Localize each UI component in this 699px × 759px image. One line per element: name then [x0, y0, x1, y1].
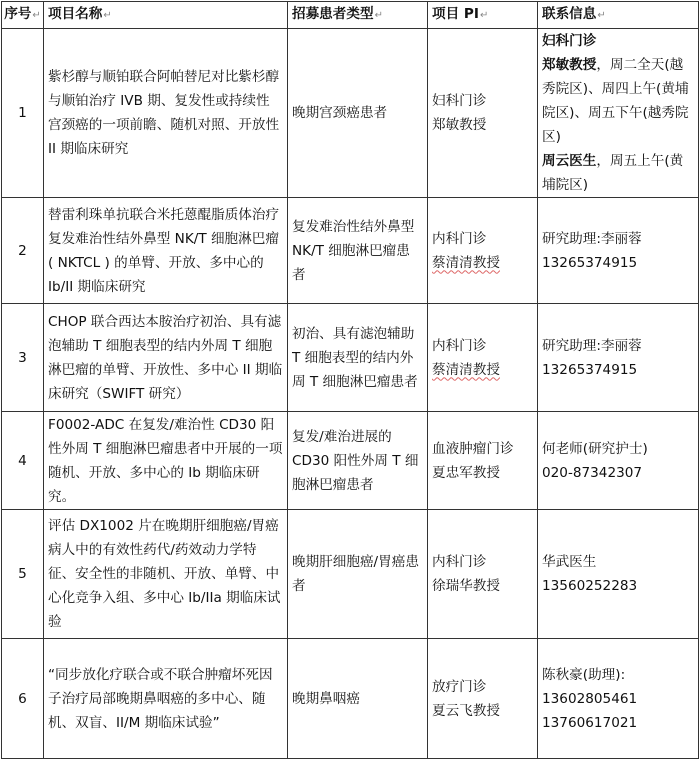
- project-pi: [428, 304, 538, 412]
- contact-info: [538, 304, 699, 412]
- project-name: F0002-ADC 在复发/难治性 CD30 阳性外周 T 细胞淋巴瘤患者中开展的一项随机、开放、多中心的 Ib 期临床研究。: [44, 412, 288, 510]
- contact-line: 研究助理:李丽蓉: [542, 230, 642, 247]
- table-row: [2, 510, 699, 639]
- contact-line: [542, 53, 694, 149]
- contact-info: [538, 198, 699, 304]
- contact-line: 陈秋豪(助理):: [542, 666, 626, 683]
- contact-info: [538, 412, 699, 510]
- pi-name: 蔡清清教授: [432, 254, 500, 271]
- pi-department: 妇科门诊: [432, 93, 487, 109]
- clinical-trials-table: [1, 1, 699, 759]
- pi-name: 夏云飞教授: [432, 702, 500, 719]
- contact-line: 何老师(研究护士): [542, 440, 648, 457]
- project-name: 紫杉醇与顺铂联合阿帕替尼对比紫杉醇与顺铂治疗 IVB 期、复发性或持续性宫颈癌的一项前瞻、随机对照、开放性 II 期临床研究: [44, 29, 288, 198]
- contact-phone: 13760617021: [542, 714, 638, 731]
- contact-doctor: 周云医生: [542, 153, 597, 169]
- table-row: [2, 304, 699, 412]
- contact-phone: 13560252283: [542, 578, 638, 594]
- contact-phone: 13265374915: [542, 361, 638, 378]
- table-row: [2, 639, 699, 759]
- row-number: 1: [2, 29, 44, 198]
- header-pi: 项目 PI↵: [428, 2, 538, 29]
- patient-type: 复发/难治进展的 CD30 阳性外周 T 细胞淋巴瘤患者: [288, 412, 428, 510]
- pi-department: 内科门诊: [432, 337, 487, 354]
- pi-department: 内科门诊: [432, 230, 487, 247]
- row-number: 6: [2, 639, 44, 759]
- project-name: “同步放化疗联合或不联合肿瘤坏死因子治疗局部晚期鼻咽癌的多中心、随机、双盲、II/M 期临床试验”: [44, 639, 288, 759]
- contact-title: 妇科门诊: [542, 33, 597, 49]
- project-pi: [428, 510, 538, 639]
- contact-phone: 13265374915: [542, 254, 638, 271]
- project-name: 替雷利珠单抗联合米托蒽醌脂质体治疗复发难治性结外鼻型 NK/T 细胞淋巴瘤 ( NKTCL ) 的单臂、开放、多中心的 Ib/II 期临床研究: [44, 198, 288, 304]
- patient-type: 初治、具有滤泡辅助 T 细胞表型的结内外周 T 细胞淋巴瘤患者: [288, 304, 428, 412]
- contact-schedule: ，周五上午(黄埔院区): [542, 153, 684, 193]
- contact-schedule: ，周二全天(越秀院区)、周四上午(黄埔院区)、周五下午(越秀院区): [542, 57, 689, 145]
- header-contact: 联系信息↵: [538, 2, 699, 29]
- project-pi: [428, 639, 538, 759]
- pi-name: 夏忠军教授: [432, 464, 500, 481]
- table-row: [2, 412, 699, 510]
- table-row: [2, 198, 699, 304]
- row-number: 5: [2, 510, 44, 639]
- table-header-row: [2, 2, 699, 29]
- pi-department: 血液肿瘤门诊: [432, 440, 514, 457]
- pi-department: 内科门诊: [432, 554, 487, 570]
- row-number: 3: [2, 304, 44, 412]
- contact-doctor: 郑敏教授: [542, 57, 597, 73]
- patient-type: 晚期肝细胞癌/胃癌患者: [288, 510, 428, 639]
- pi-department: 放疗门诊: [432, 678, 487, 695]
- header-patient-type: 招募患者类型↵: [288, 2, 428, 29]
- patient-type: 晚期宫颈癌患者: [288, 29, 428, 198]
- project-pi: [428, 412, 538, 510]
- contact-phone: 13602805461: [542, 690, 638, 707]
- pi-name: 徐瑞华教授: [432, 578, 500, 594]
- pi-name: 郑敏教授: [432, 117, 487, 133]
- header-project-name: 项目名称↵: [44, 2, 288, 29]
- contact-info: [538, 639, 699, 759]
- contact-line: 华武医生: [542, 554, 597, 570]
- patient-type: 晚期鼻咽癌: [288, 639, 428, 759]
- row-number: 4: [2, 412, 44, 510]
- contact-info: [538, 29, 699, 198]
- patient-type: 复发难治性结外鼻型 NK/T 细胞淋巴瘤患者: [288, 198, 428, 304]
- contact-info: [538, 510, 699, 639]
- project-name: 评估 DX1002 片在晚期肝细胞癌/胃癌病人中的有效性药代/药效动力学特征、安全性的非随机、开放、单臂、中心化竞争入组、多中心 Ib/IIa 期临床试验: [44, 510, 288, 639]
- project-pi: [428, 198, 538, 304]
- row-number: 2: [2, 198, 44, 304]
- pi-name: 蔡清清教授: [432, 361, 500, 378]
- contact-phone: 020-87342307: [542, 464, 643, 481]
- contact-line: [542, 149, 694, 197]
- project-pi: [428, 29, 538, 198]
- table-row: [2, 29, 699, 198]
- header-number: 序号↵: [2, 2, 44, 29]
- project-name: CHOP 联合西达本胺治疗初治、具有滤泡辅助 T 细胞表型的结内外周 T 细胞淋巴瘤的单臂、开放性、多中心 II 期临床研究（SWIFT 研究）: [44, 304, 288, 412]
- contact-line: 研究助理:李丽蓉: [542, 337, 642, 354]
